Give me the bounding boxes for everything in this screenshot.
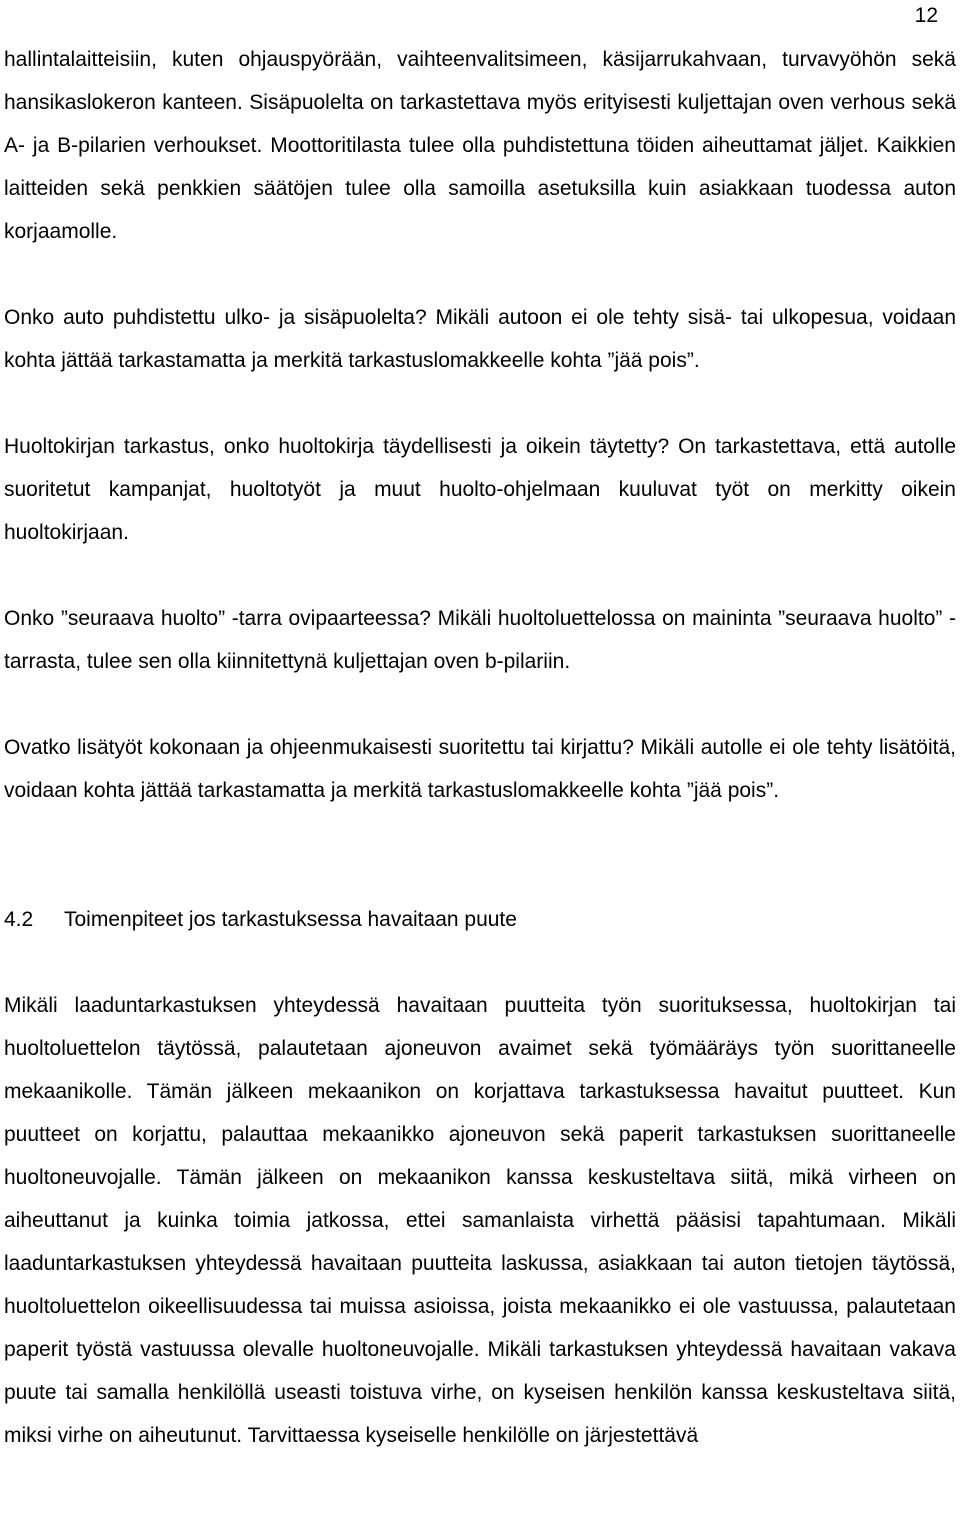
paragraph-next-service-sticker: Onko ”seuraava huolto” -tarra ovipaarteessa? Mikäli huoltoluettelossa on maininta ”seuraava huolto” -tarrasta, tulee sen olla kiinnitettynä kuljettajan oven b-pilariin. <box>4 607 956 673</box>
paragraph-cleaning-details: hallintalaitteisiin, kuten ohjauspyörään, vaihteenvalitsimeen, käsijarrukahvaan, turvavyöhön sekä hansikaslokeron kanteen. Sisäpuolelta on tarkastettava myös erityisesti kuljettajan oven verhous sekä A- ja B-pilarien verhoukset. Moottoritilasta tulee olla puhdistettuna töiden aiheuttamat jäljet. Kaikkien laitteiden sekä penkkien säätöjen tulee olla samoilla asetuksilla kuin asiakkaan tuodessa auton korjaamolle. <box>4 48 956 243</box>
section-heading <box>4 898 956 941</box>
paragraph-car-cleaned: Onko auto puhdistettu ulko- ja sisäpuolelta? Mikäli autoon ei ole tehty sisä- tai ulkopesua, voidaan kohta jättää tarkastamatta ja merkitä tarkastuslomakkeelle kohta ”jää pois”. <box>4 306 956 372</box>
page-number: 12 <box>914 4 938 27</box>
document-body <box>4 38 956 1457</box>
section-title: Toimenpiteet jos tarkastuksessa havaitaan puute <box>64 908 517 931</box>
paragraph-deficiency-actions: Mikäli laaduntarkastuksen yhteydessä havaitaan puutteita työn suorituksessa, huoltokirjan tai huoltoluettelon täytössä, palautetaan ajoneuvon avaimet sekä työmääräys työn suorittaneelle mekaanikolle. Tämän jälkeen mekaanikon on korjattava tarkastuksessa havaitut puutteet. Kun puutteet on korjattu, palauttaa mekaanikko ajoneuvon sekä paperit tarkastuksen suorittaneelle huoltoneuvojalle. Tämän jälkeen on mekaanikon kanssa keskusteltava siitä, mikä virheen on aiheuttanut ja kuinka toimia jatkossa, ettei samanlaista virhettä pääsisi tapahtumaan. Mikäli laaduntarkastuksen yhteydessä havaitaan puutteita laskussa, asiakkaan tai auton tietojen täytössä, huoltoluettelon oikeellisuudessa tai muissa asioissa, joista mekaanikko ei ole vastuussa, palautetaan paperit työstä vastuussa olevalle huoltoneuvojalle. Mikäli tarkastuksen yhteydessä havaitaan vakava puute tai samalla henkilöllä useasti toistuva virhe, on kyseisen henkilön kanssa keskusteltava siitä, miksi virhe on aiheutunut. Tarvittaessa kyseiselle henkilölle on järjestettävä <box>4 994 956 1447</box>
paragraph-service-book: Huoltokirjan tarkastus, onko huoltokirja täydellisesti ja oikein täytetty? On tarkastettava, että autolle suoritetut kampanjat, huoltotyöt ja muut huolto-ohjelmaan kuuluvat työt on merkitty oikein huoltokirjaan. <box>4 435 956 544</box>
section-number: 4.2 <box>4 908 34 931</box>
paragraph-extra-work: Ovatko lisätyöt kokonaan ja ohjeenmukaisesti suoritettu tai kirjattu? Mikäli autolle ei ole tehty lisätöitä, voidaan kohta jättää tarkastamatta ja merkitä tarkastuslomakkeelle kohta ”jää pois”. <box>4 736 956 802</box>
